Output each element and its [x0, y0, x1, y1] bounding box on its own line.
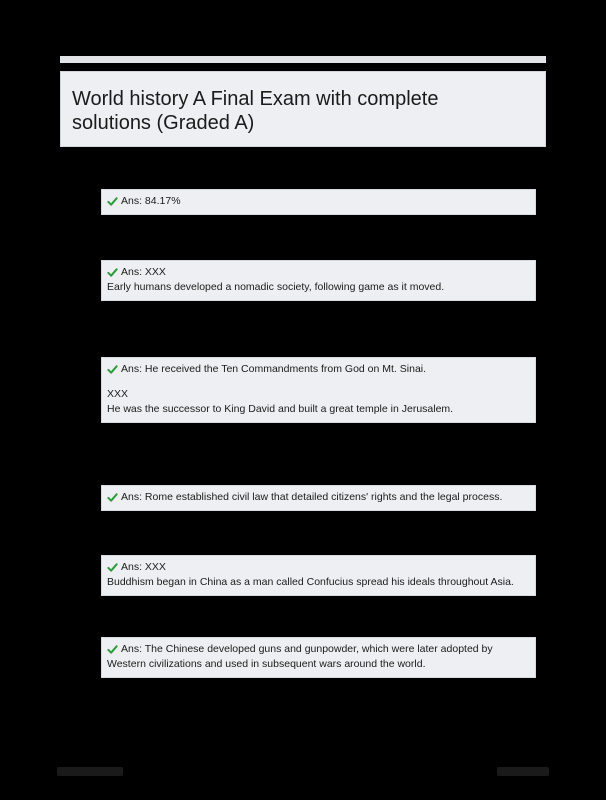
- title-box: [60, 71, 546, 147]
- answer-2-line-1: Ans: XXX: [121, 266, 166, 278]
- answer-box-1: [101, 189, 536, 215]
- footer-right-mark: [497, 767, 549, 776]
- check-icon: [107, 196, 118, 207]
- answer-3-line-3: XXX: [107, 388, 129, 400]
- answer-4-line-1: Ans: Rome established civil law that detailed citizens' rights and the legal process.: [121, 491, 503, 503]
- footer-left-mark: [57, 767, 123, 776]
- check-icon: [107, 562, 118, 573]
- answer-6-line-2: Western civilizations and used in subsequent wars around the world.: [107, 658, 426, 670]
- answer-3-line-1: Ans: He received the Ten Commandments from God on Mt. Sinai.: [121, 363, 427, 375]
- header-divider: [60, 56, 546, 63]
- check-icon: [107, 492, 118, 503]
- answer-box-2: [101, 260, 536, 301]
- answer-box-4: [101, 485, 536, 511]
- check-icon: [107, 644, 118, 655]
- check-icon: [107, 364, 118, 375]
- answer-3-line-4: He was the successor to King David and built a great temple in Jerusalem.: [107, 403, 454, 415]
- answer-box-6: [101, 637, 536, 678]
- answer-box-3: [101, 357, 536, 423]
- title-line-2: solutions (Graded A): [72, 112, 255, 134]
- page-title: [61, 72, 545, 135]
- check-icon: [107, 267, 118, 278]
- title-line-1: World history A Final Exam with complete: [72, 88, 439, 110]
- answer-box-5: [101, 555, 536, 596]
- answer-1-line-1: Ans: 84.17%: [121, 195, 181, 207]
- answer-6-line-1: Ans: The Chinese developed guns and gunpowder, which were later adopted by: [121, 643, 493, 655]
- answer-5-line-1: Ans: XXX: [121, 561, 166, 573]
- answer-3-spacer: [107, 377, 530, 387]
- answer-5-line-2: Buddhism began in China as a man called Confucius spread his ideals throughout Asia.: [107, 576, 514, 588]
- answer-2-line-2: Early humans developed a nomadic society, following game as it moved.: [107, 281, 445, 293]
